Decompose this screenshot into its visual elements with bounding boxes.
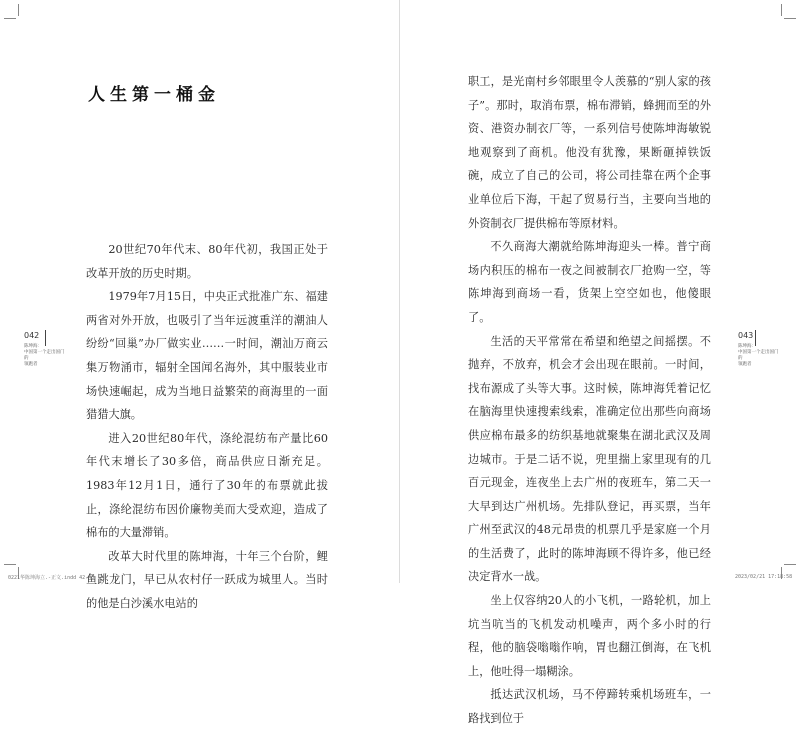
paragraph: 不久商海大潮就给陈坤海迎头一棒。普宁商场内积压的棉布一夜之间被制衣厂抢购一空，等陈坤海到商场一看，货架上空空如也，他傻眼了。 [468,240,711,324]
running-head-line: 中国第一个走出国门的 [24,350,65,361]
paragraph: 进入20世纪80年代，涤纶混纺布产量比60年代末增长了30多倍，商品供应日渐充足。1983年12月1日，通行了30年的布票就此拔止，涤纶混纺布因价廉物美而大受欢迎，造成了棉布的大量滞销。 [86,431,328,540]
running-head [738,344,782,368]
page-number: 042 [24,331,40,340]
page-number: 043 [738,331,754,340]
right-body-text [468,70,711,731]
running-head-line: 陈坤海： [24,344,42,349]
running-head-line: 陈坤海： [738,344,756,349]
running-head-line: 中国第一个走出国门的 [738,350,779,361]
paragraph: 生活的天平常常在希望和绝望之间摇摆。不抛弃，不放弃，机会才会出现在眼前。一时间，找布源成了头等大事。这时候，陈坤海凭着记忆在脑海里快速搜索线索，准确定位出那些向商场供应棉布最多的纺织基地就聚集在湖北武汉及周边城市。于是二话不说，兜里揣上家里现有的几百元现金，连夜坐上去广州的夜班车，第二天一大早到达广州机场。先排队登记，再买票，当年广州至武汉的48元昂贵的机票几乎是家庭一个月的生活费了，此时的陈坤海顾不得许多，他已经决定背水一战。 [468,334,711,584]
paragraph: 20世纪70年代末、80年代初，我国正处于改革开放的历史时期。 [86,243,328,280]
paragraph: 1979年7月15日，中央正式批准广东、福建两省对外开放，也吸引了当年远渡重洋的潮油人纷纷“回巢”办厂做实业……一时间，潮汕万商云集万物涌市，辐射全国闻名海外，其中服装业市场快速崛起，成为当地日益繁荣的商海里的一面猎猎大旗。 [86,290,328,422]
running-head [24,344,68,368]
slug-line: 2023/02/21 17:18:58 [735,574,793,580]
chapter-title: 人生第一桶金 [88,85,220,105]
paragraph: 抵达武汉机场，马不停蹄转乘机场班车，一路找到位于 [468,688,711,726]
paragraph: 职工，是光南村乡邻眼里令人羡慕的“别人家的孩子”。那时，取消布票，棉布滞销，蜂拥而至的外资、港资办制衣厂等，一系列信号使陈坤海敏锐地观察到了商机。他没有犹豫，果断砸掉铁饭碗，成立了自己的公司，将公司挂靠在两个企事业单位后下海，干起了贸易行当，主要向当地的外资制衣厂提供棉布等原材料。 [468,75,711,230]
slug-line: 0221华陈坤海立.-正文.indd 42-43 [8,575,95,581]
paragraph: 坐上仅容纳20人的小飞机，一路轮机，加上坑当吭当的飞机发动机噪声，两个多小时的行程，他的脑袋嗡嗡作响，胃也翻江倒海，在飞机上，他吐得一塌糊涂。 [468,594,711,678]
running-head-line: 领跑者 [738,362,752,367]
paragraph: 改革大时代里的陈坤海，十年三个台阶，鲤鱼跳龙门，早已从农村仔一跃成为城里人。当时的他是白沙溪水电站的 [86,549,328,610]
running-head-line: 领跑者 [24,362,38,367]
left-page [0,0,399,610]
left-body-text [86,238,328,616]
